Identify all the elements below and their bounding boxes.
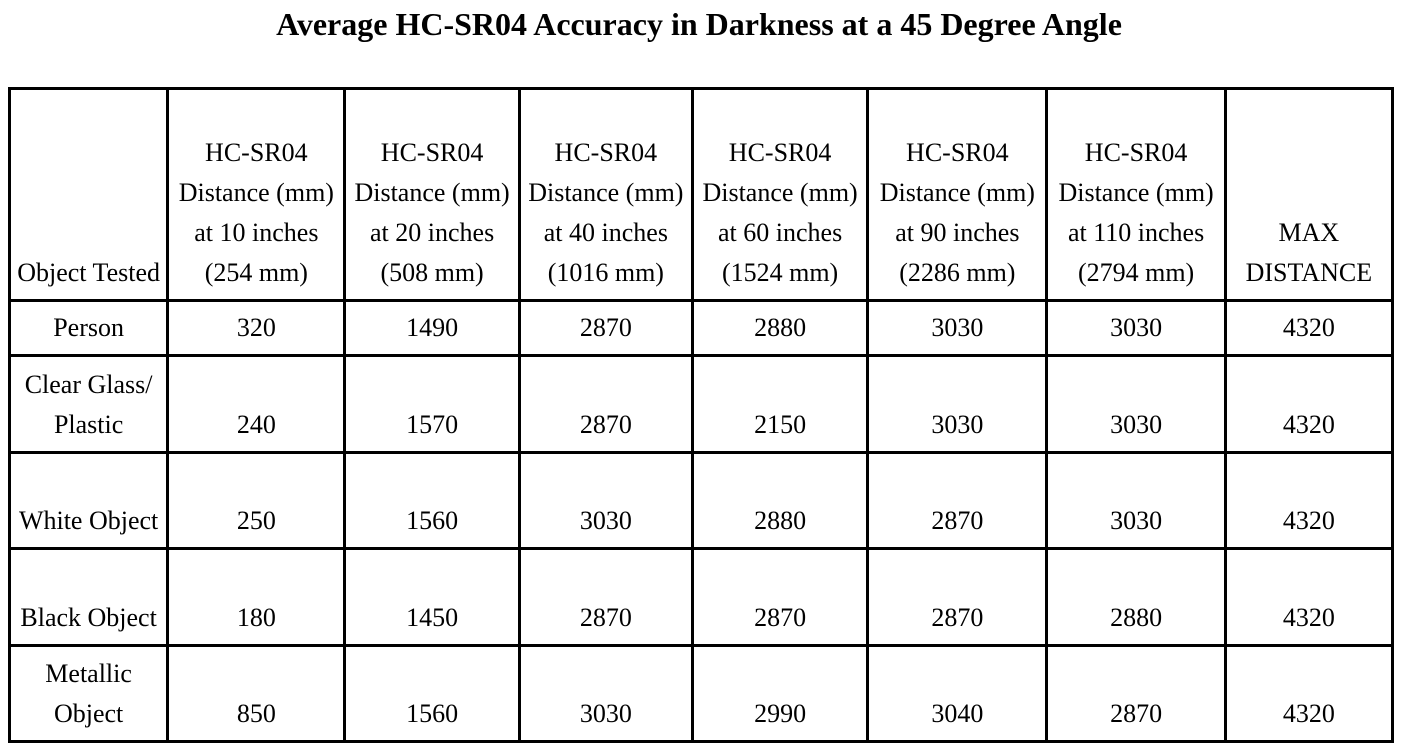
value-cell: 2870: [519, 549, 692, 645]
page-title: Average HC-SR04 Accuracy in Darkness at a 45 Degree Angle: [276, 6, 1122, 42]
value-cell: 3030: [1047, 301, 1225, 356]
table-row: [10, 645, 1393, 741]
value-cell: 2870: [1047, 645, 1225, 741]
value-cell: 850: [168, 645, 345, 741]
object-name-cell: Metallic Object: [10, 645, 168, 741]
value-cell: 250: [168, 452, 345, 548]
table-header-row: [10, 89, 1393, 301]
value-cell: 2870: [519, 301, 692, 356]
value-cell: 1560: [345, 645, 519, 741]
value-cell: 2990: [692, 645, 867, 741]
value-cell: 4320: [1225, 645, 1392, 741]
value-cell: 3030: [868, 356, 1047, 452]
value-cell: 2880: [692, 301, 867, 356]
value-cell: 1450: [345, 549, 519, 645]
header-distance-10-inches: HC-SR04 Distance (mm) at 10 inches (254 mm): [168, 89, 345, 301]
value-cell: 240: [168, 356, 345, 452]
header-distance-90-inches: HC-SR04 Distance (mm) at 90 inches (2286 mm): [868, 89, 1047, 301]
value-cell: 2870: [868, 452, 1047, 548]
value-cell: 1490: [345, 301, 519, 356]
value-cell: 4320: [1225, 452, 1392, 548]
header-object-tested: Object Tested: [10, 89, 168, 301]
value-cell: 1560: [345, 452, 519, 548]
header-distance-20-inches: HC-SR04 Distance (mm) at 20 inches (508 mm): [345, 89, 519, 301]
value-cell: 2150: [692, 356, 867, 452]
object-name-cell: Person: [10, 301, 168, 356]
value-cell: 4320: [1225, 549, 1392, 645]
header-distance-110-inches: HC-SR04 Distance (mm) at 110 inches (2794 mm): [1047, 89, 1225, 301]
value-cell: 1570: [345, 356, 519, 452]
header-max-distance: MAX DISTANCE: [1225, 89, 1392, 301]
object-name-cell: Black Object: [10, 549, 168, 645]
value-cell: 320: [168, 301, 345, 356]
value-cell: 4320: [1225, 356, 1392, 452]
value-cell: 3030: [868, 301, 1047, 356]
value-cell: 2880: [692, 452, 867, 548]
value-cell: 3030: [519, 452, 692, 548]
table-row: [10, 549, 1393, 645]
table-row: [10, 356, 1393, 452]
value-cell: 3040: [868, 645, 1047, 741]
table-row: [10, 301, 1393, 356]
header-distance-40-inches: HC-SR04 Distance (mm) at 40 inches (1016 mm): [519, 89, 692, 301]
value-cell: 3030: [1047, 356, 1225, 452]
table-row: [10, 452, 1393, 548]
object-name-cell: Clear Glass/ Plastic: [10, 356, 168, 452]
value-cell: 2870: [692, 549, 867, 645]
value-cell: 3030: [519, 645, 692, 741]
accuracy-table: [8, 87, 1394, 743]
value-cell: 180: [168, 549, 345, 645]
value-cell: 3030: [1047, 452, 1225, 548]
value-cell: 2870: [868, 549, 1047, 645]
value-cell: 4320: [1225, 301, 1392, 356]
value-cell: 2870: [519, 356, 692, 452]
object-name-cell: White Object: [10, 452, 168, 548]
header-distance-60-inches: HC-SR04 Distance (mm) at 60 inches (1524 mm): [692, 89, 867, 301]
value-cell: 2880: [1047, 549, 1225, 645]
